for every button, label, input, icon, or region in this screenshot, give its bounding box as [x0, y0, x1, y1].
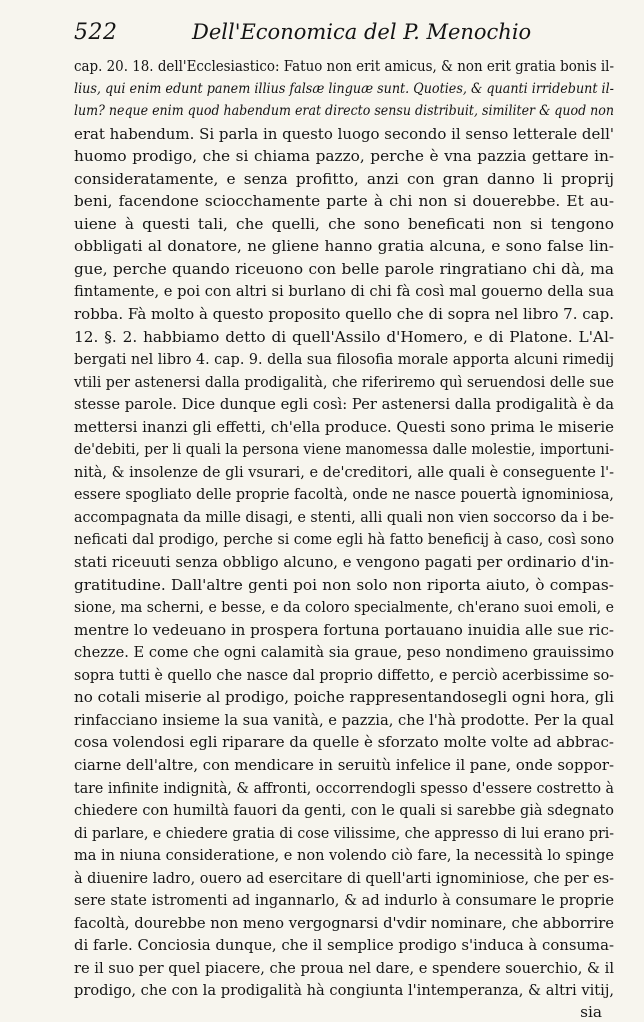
text-line: lius, qui enim edunt panem illius falsæ linguæ sunt. Quoties, & quanti irridebunt il- [74, 80, 614, 97]
text-line: no cotali miserie al prodigo, poiche rappresentandosegli ogni hora, gli [74, 688, 614, 707]
text-line: di parlare, e chiedere gratia di cose vilissime, che appresso di lui erano pri- [74, 823, 615, 842]
text-line: à diuenire ladro, ouero ad esercitare di quell'arti ignominiose, che per es- [74, 868, 615, 887]
text-line: fintamente, e poi con altri si burlano di chi fà così mal gouerno della sua [74, 282, 614, 301]
text-line: re il suo per quel piacere, che proua nel dare, e spendere souerchio, & il [74, 958, 615, 977]
text-line: de'debiti, per li quali la persona viene manomessa dalle molestie, importuni- [74, 440, 615, 459]
text-line: mettersi inanzi gli effetti, ch'ella produce. Questi sono prima le miserie [74, 417, 615, 436]
catchword: sia [580, 1002, 602, 1021]
text-line: gratitudine. Dall'altre genti poi non solo non riporta aiuto, ò compas- [74, 575, 614, 594]
text-line: tare infinite indignità, & affronti, occorrendogli spesso d'essere costretto à [74, 778, 615, 797]
text-line: erat habendum. Si parla in questo luogo secondo il senso letterale dell' [74, 124, 615, 143]
text-line: sione, ma scherni, e besse, e da coloro specialmente, ch'erano suoi emoli, e [74, 598, 615, 617]
text-line: rinfacciano insieme la sua vanità, e pazzia, che l'hà prodotte. Per la qual [74, 710, 615, 729]
text-line: 12. §. 2. habbiamo detto di quell'Assilo d'Homero, e di Platone. L'Al- [74, 327, 615, 346]
text-line: prodigo, che con la prodigalità hà congiunta l'intemperanza, & altri vitij, [74, 981, 615, 1000]
text-line: sopra tutti è quello che nasce dal proprio diffetto, e perciò acerbissime so- [74, 665, 614, 684]
text-line: robba. Fà molto à questo proposito quello che di sopra nel libro 7. cap. [74, 305, 615, 324]
text-line: uiene à questi tali, che quelli, che sono beneficati non si tengono [74, 214, 614, 233]
text-line: beni, facendone sciocchamente parte à chi non si douerebbe. Et au- [74, 192, 615, 211]
text-line: gue, perche quando riceuono con belle parole ringratiano chi dà, ma [74, 259, 614, 278]
text-line: ciarne dell'altre, con mendicare in seruitù infelice il pane, onde soppor- [74, 755, 614, 774]
text-line: consideratamente, e senza profitto, anzi con gran danno li proprij [74, 169, 615, 188]
text-line: di farle. Conciosia dunque, che il semplice prodigo s'induca à consuma- [74, 936, 615, 955]
text-line: huomo prodigo, che si chiama pazzo, perche è vna pazzia gettare in- [74, 147, 615, 166]
text-line: cap. 20. 18. dell'Ecclesiastico: Fatuo non erit amicus, & non erit gratia bonis il- [74, 57, 614, 75]
text-line: accompagnata da mille disagi, e stenti, alli quali non vien soccorso da i be- [74, 507, 614, 526]
book-page [74, 18, 615, 1021]
text-line: nità, & insolenze de gli vsurari, e de'creditori, alle quali è conseguente l'- [74, 462, 614, 481]
page-header [74, 18, 614, 52]
text-line: neficati dal prodigo, perche si come egli hà fatto beneficij à caso, così sono [74, 530, 614, 549]
text-line: chezze. E come che ogni calamità sia graue, peso nondimeno grauissimo [74, 643, 615, 662]
text-line: obbligati al donatore, ne gliene hanno gratia alcuna, e sono false lin- [74, 237, 614, 256]
text-line: sere state istromenti ad ingannarlo, & ad indurlo à consumare le proprie [74, 891, 614, 910]
text-line: vtili per astenersi dalla prodigalità, che riferiremo quì seruendosi delle sue [74, 372, 614, 391]
text-line: stati riceuuti senza obbligo alcuno, e vengono pagati per ordinario d'in- [74, 553, 614, 572]
page-number: 522 [74, 20, 118, 45]
body-text [74, 55, 614, 1002]
running-title: Dell'Economica del P. Menochio [192, 20, 532, 44]
text-line: facoltà, dourebbe non meno vergognarsi d'vdir nominare, che abborrire [74, 913, 615, 932]
text-line: ma in niuna consideratione, e non volendo ciò fare, la necessità lo spinge [74, 846, 615, 865]
text-line: lum? neque enim quod habendum erat directo sensu distribuit, similiter & quod non [74, 103, 614, 120]
text-line: mentre lo vedeuano in prospera fortuna portauano inuidia alle sue ric- [74, 620, 615, 639]
text-line: stesse parole. Dice dunque egli così: Per astenersi dalla prodigalità è da [74, 395, 615, 414]
text-line: cosa volendosi egli riparare da quelle è sforzato molte volte ad abbrac- [74, 733, 614, 752]
text-line: chiedere con humiltà fauori da genti, con le quali si sarebbe già sdegnato [74, 801, 614, 820]
text-line: bergati nel libro 4. cap. 9. della sua filosofia morale apporta alcuni rimedij [74, 350, 614, 369]
text-line: essere spogliato delle proprie facoltà, onde ne nasce pouertà ignominiosa, [74, 485, 614, 504]
